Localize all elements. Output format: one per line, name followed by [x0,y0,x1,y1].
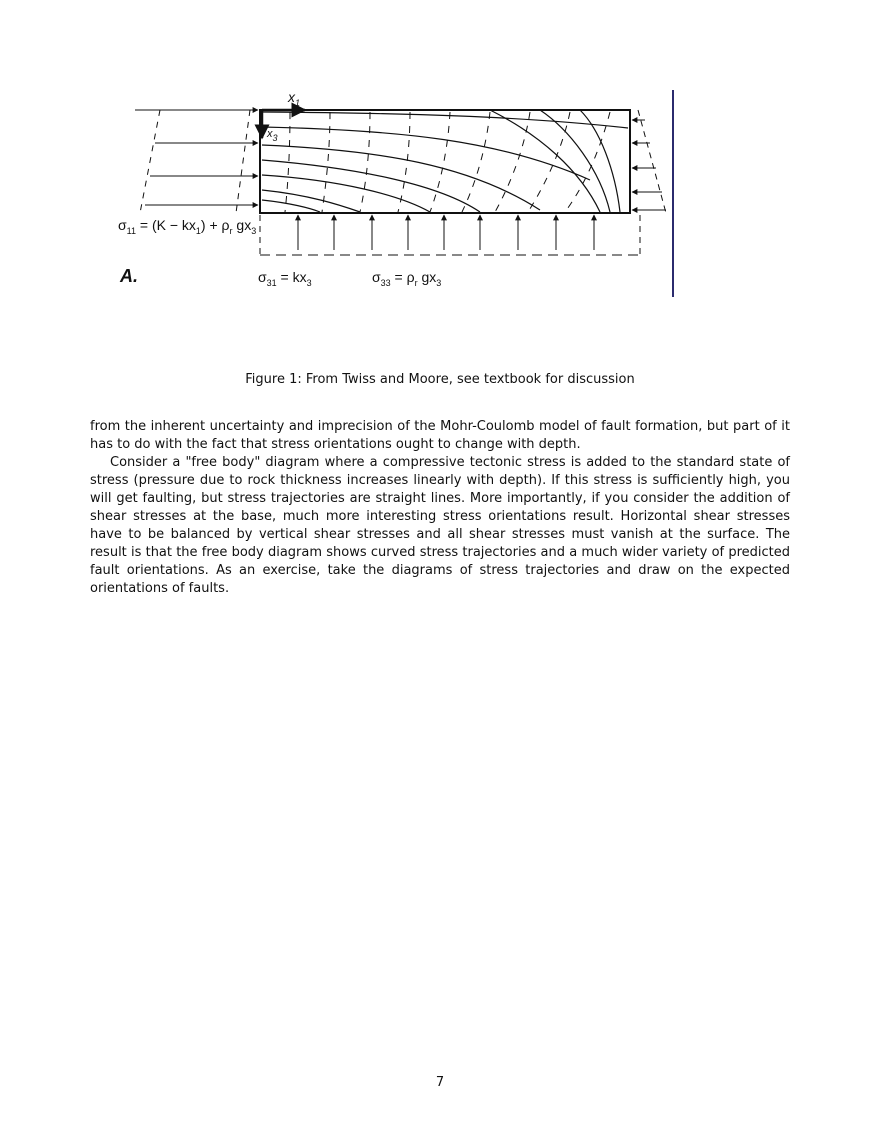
stress-trajectory-figure [0,0,880,310]
principal-stress-trajectories-solid [262,110,628,212]
x3-axis-label: $x_3$ [267,128,278,143]
sigma31-equation: $\sigma_{31} = kx_3$ [258,269,312,288]
paragraph: from the inherent uncertainty and imprecision of the Mohr-Coulomb model of fault formation, but part of it has to do with the fact that stress orientations ought to change with depth. [90,419,790,452]
basal-stress-distribution [260,213,640,255]
sigma33-equation: $\sigma_{33} = \rho_r$ $gx_3$ [372,269,442,288]
sigma11-equation: $\sigma_{11} = (K - kx_1) + \rho_r$ $gx_3$ [118,217,257,236]
page-number: 7 [435,1075,445,1090]
x1-axis-label: $x_1$ [288,89,301,108]
figure-caption: Figure 1: From Twiss and Moore, see textbook for discussion [245,372,635,387]
panel-label: A. [120,266,138,286]
right-stress-distribution [632,110,666,213]
free-body-block [260,110,630,213]
left-stress-distribution [135,110,258,213]
paragraph: Consider a "free body" diagram where a compressive tectonic stress is added to the standard state of stress (pressure due to rock thickness increases linearly with depth). If this stress is sufficiently high, you will get faulting, but stress trajectories are straight lines. More importantly, if you consider the addition of shear stresses at the base, much more interesting stress orientations result. Horizontal shear stresses have to be balanced by vertical shear stresses and all shear stresses must vanish at the surface. The result is that the free body diagram shows curved stress trajectories and a much wider variety of predicted fault orientations. As an exercise, take the diagrams of stress trajectories and draw on the expected orientations of faults. [90,455,790,596]
body-text [90,418,790,598]
